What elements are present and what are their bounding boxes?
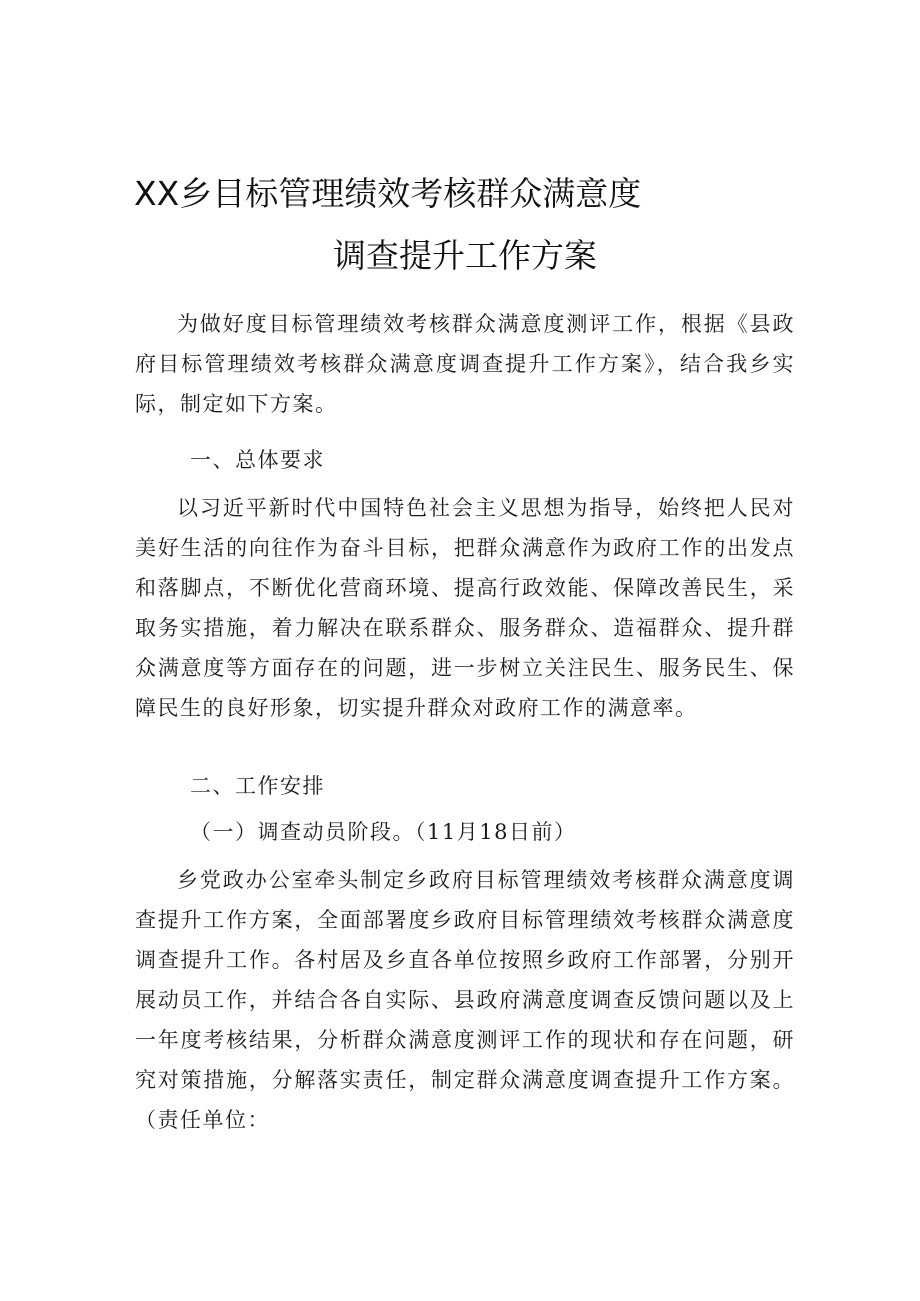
document-title-line-1: XX乡目标管理绩效考核群众满意度: [134, 174, 642, 213]
section-paragraph-overall-requirements: 以习近平新时代中国特色社会主义思想为指导，始终把人民对美好生活的向往作为奋斗目标，把群众满意作为政府工作的出发点和落脚点，不断优化营商环境、提高行政效能、保障改善民生，采取务实措施，着力解决在联系群众、服务群众、造福群众、提升群众满意度等方面存在的问题，进一步树立关注民生、服务民生、保障民生的良好形象，切实提升群众对政府工作的满意率。: [135, 496, 795, 720]
intro-paragraph: 为做好度目标管理绩效考核群众满意度测评工作，根据《县政府目标管理绩效考核群众满意度调查提升工作方案》，结合我乡实际，制定如下方案。: [135, 312, 795, 416]
section-heading-overall-requirements: 一、总体要求: [190, 448, 325, 472]
subsection-heading-survey-mobilization: （一）调查动员阶段。（11月18日前）: [190, 820, 577, 844]
document-title-line-2: 调查提升工作方案: [333, 236, 597, 275]
subsection-paragraph-survey-mobilization: 乡党政办公室牵头制定乡政府目标管理绩效考核群众满意度调查提升工作方案，全面部署度乡政府目标管理绩效考核群众满意度调查提升工作。各村居及乡直各单位按照乡政府工作部署，分别开展动员工作，并结合各自实际、县政府满意度调查反馈问题以及上一年度考核结果，分析群众满意度测评工作的现状和存在问题，研究对策措施，分解落实责任，制定群众满意度调查提升工作方案。（责任单位：: [135, 868, 795, 1132]
section-heading-work-arrangement: 二、工作安排: [190, 774, 325, 798]
